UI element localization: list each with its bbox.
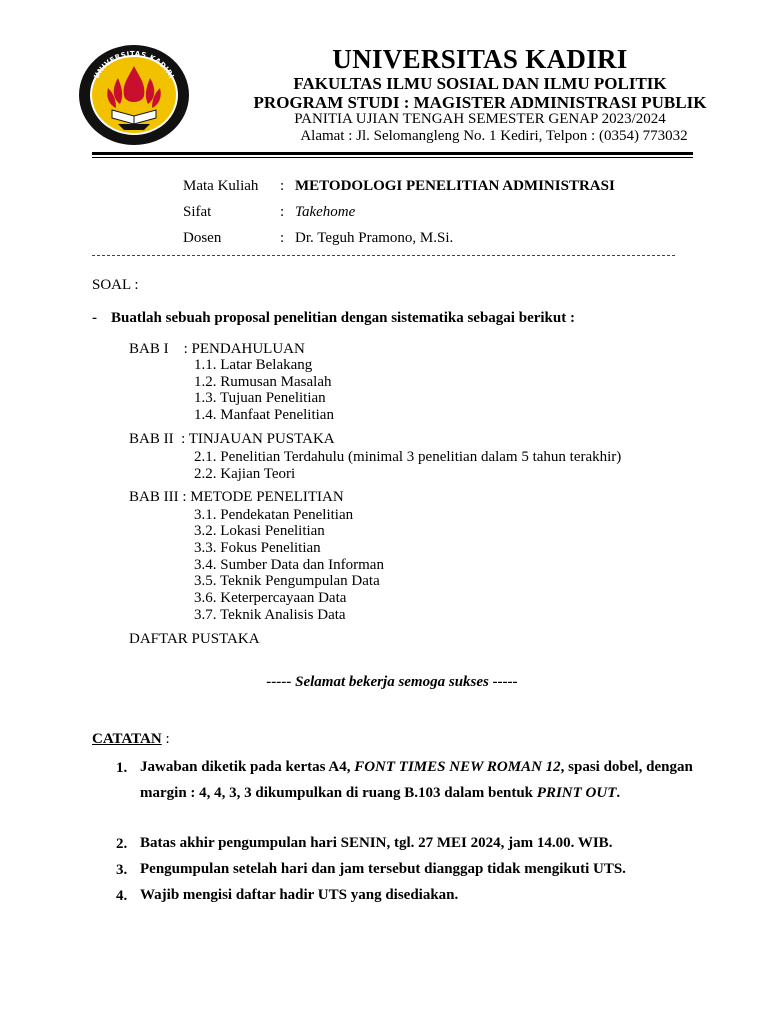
note-text-emphasis: PRINT OUT (536, 785, 617, 801)
header-rule-thin (92, 157, 693, 158)
instruction-text: Buatlah sebuah proposal penelitian dengan sistematika sebagai berikut : (111, 310, 575, 326)
university-name: UNIVERSITAS KADIRI (332, 44, 628, 74)
bab-item: 3.3. Fokus Penelitian (194, 540, 321, 556)
faculty-name: FAKULTAS ILMU SOSIAL DAN ILMU POLITIK (293, 74, 667, 93)
bab-heading: BAB I : PENDAHULUAN (129, 341, 305, 357)
info-colon: : (280, 178, 285, 194)
note-text: Batas akhir pengumpulan hari SENIN, tgl. 27 MEI 2024, jam 14.00. WIB. (140, 835, 613, 851)
note-number: 2. (116, 836, 128, 852)
bab-item: 3.2. Lokasi Penelitian (194, 523, 325, 539)
catatan-colon: : (161, 731, 170, 747)
svg-text:UNIVERSITAS KADIRI: UNIVERSITAS KADIRI (92, 49, 176, 81)
address: Alamat : Jl. Selomangleng No. 1 Kediri, Telpon : (0354) 773032 (300, 128, 688, 144)
note-text: Pengumpulan setelah hari dan jam tersebut dianggap tidak mengikuti UTS. (140, 861, 626, 877)
info-label: Sifat (183, 204, 212, 220)
note-number: 4. (116, 888, 128, 904)
info-colon: : (280, 204, 285, 220)
committee-name: PANITIA UJIAN TENGAH SEMESTER GENAP 2023/2024 (294, 111, 666, 127)
bab-item: 2.1. Penelitian Terdahulu (minimal 3 penelitian dalam 5 tahun terakhir) (194, 449, 622, 465)
bab-item: 2.2. Kajian Teori (194, 466, 296, 482)
course-name: METODOLOGI PENELITIAN ADMINISTRASI (295, 178, 615, 194)
bab-heading: BAB II : TINJAUAN PUSTAKA (129, 431, 335, 447)
catatan-label: CATATAN (92, 731, 162, 747)
closing-message: ----- Selamat bekerja semoga sukses ----- (266, 674, 518, 690)
note-text (140, 754, 700, 806)
bab-item: 3.4. Sumber Data dan Informan (194, 557, 384, 573)
note-text-part: Jawaban diketik pada kertas A4, (140, 759, 355, 775)
bab-item: 1.2. Rumusan Masalah (194, 374, 332, 390)
lecturer-name: Dr. Teguh Pramono, M.Si. (295, 230, 454, 246)
bab-item: 3.1. Pendekatan Penelitian (194, 507, 354, 523)
info-label: Mata Kuliah (183, 178, 259, 194)
note-text-part: , spasi dobel, dengan margin : 4, 4, 3, 3 dikumpulkan di ruang B.103 dalam bentuk (140, 759, 693, 801)
bab-item: 3.6. Keterpercayaan Data (194, 590, 347, 606)
note-number: 1. (116, 760, 128, 776)
university-seal-icon (78, 44, 190, 146)
bab-item: 1.4. Manfaat Penelitian (194, 407, 334, 423)
program-name: PROGRAM STUDI : MAGISTER ADMINISTRASI PUBLIK (253, 93, 707, 112)
bab-item: 1.3. Tujuan Penelitian (194, 390, 326, 406)
soal-label: SOAL : (92, 277, 139, 293)
info-label: Dosen (183, 230, 222, 246)
note-number: 3. (116, 862, 128, 878)
bab-item: 3.7. Teknik Analisis Data (194, 607, 346, 623)
bab-heading: BAB III : METODE PENELITIAN (129, 489, 344, 505)
daftar-pustaka: DAFTAR PUSTAKA (129, 631, 260, 647)
bab-item: 3.5. Teknik Pengumpulan Data (194, 573, 380, 589)
note-text-part: . (616, 785, 621, 801)
dashed-divider (92, 255, 675, 256)
note-text: Wajib mengisi daftar hadir UTS yang disediakan. (140, 887, 459, 903)
catatan-heading (92, 731, 170, 748)
exam-nature: Takehome (295, 204, 356, 220)
info-colon: : (280, 230, 285, 246)
instruction-dash: - (92, 310, 97, 326)
bab-item: 1.1. Latar Belakang (194, 357, 313, 373)
note-text-emphasis: FONT TIMES NEW ROMAN 12 (354, 759, 561, 775)
header-rule-thick (92, 152, 693, 155)
university-logo (78, 44, 190, 146)
